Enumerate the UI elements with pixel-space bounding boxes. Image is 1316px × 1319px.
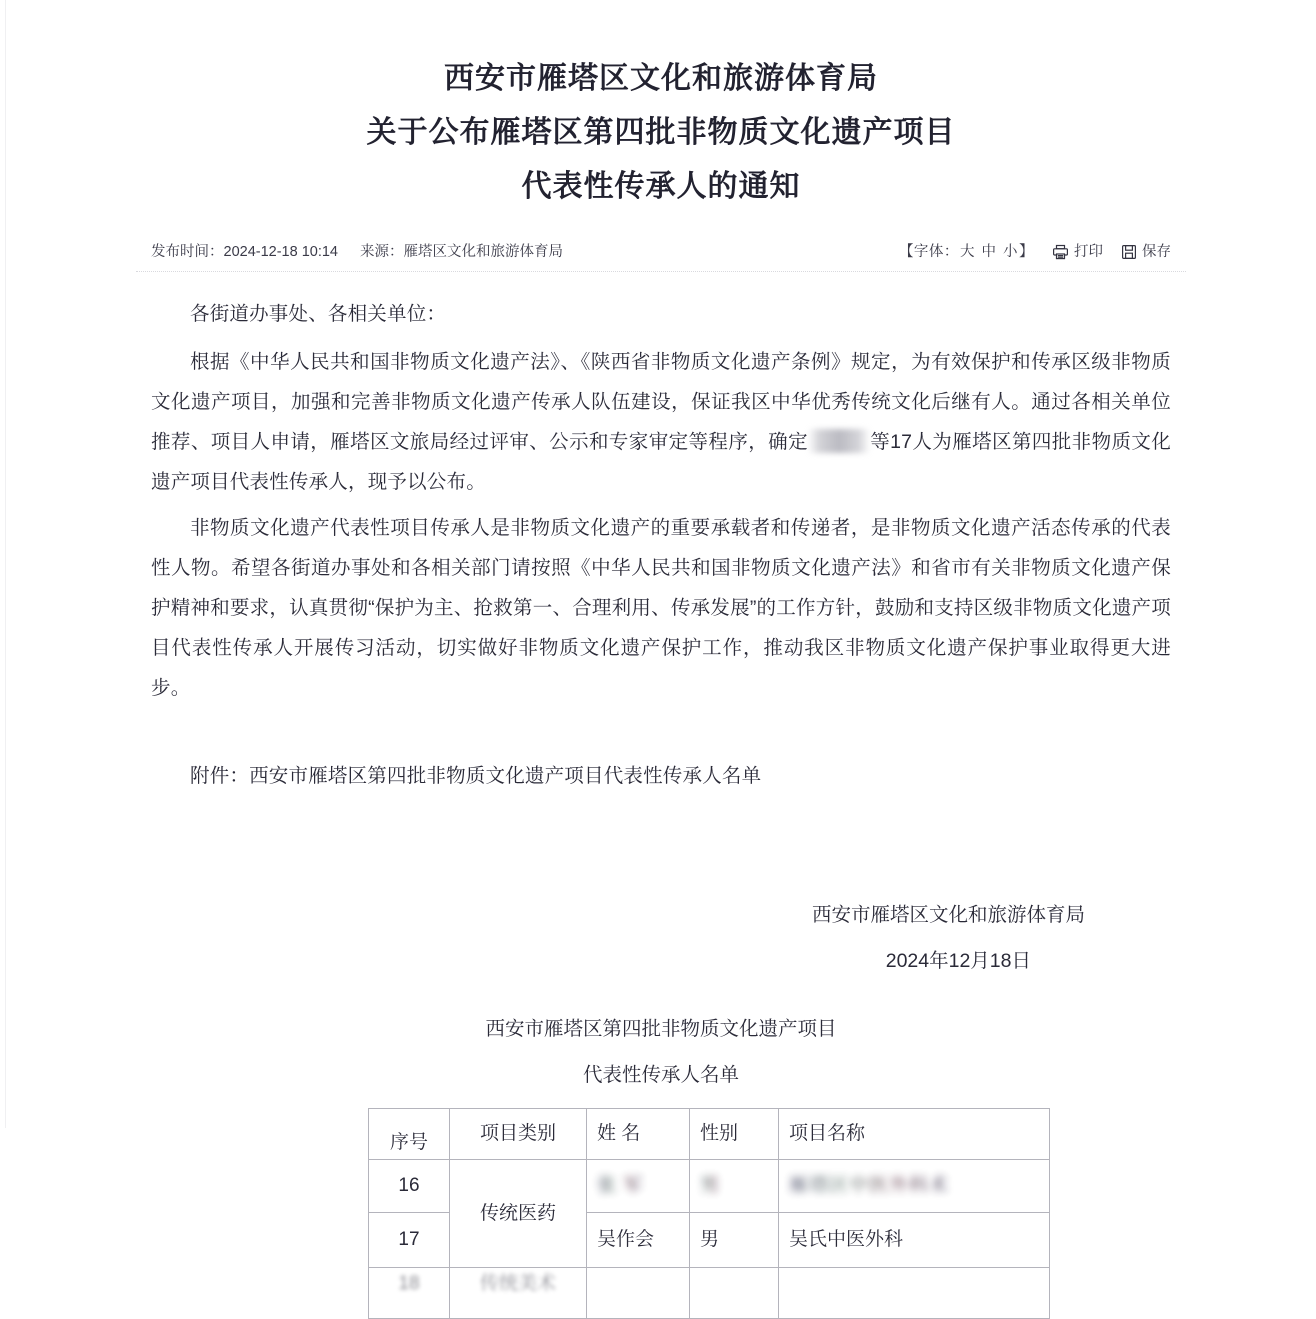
signature-date: 2024年12月18日 — [885, 950, 1031, 972]
redacted-gender-value: 男 — [700, 1172, 720, 1200]
roster-heading — [6, 1006, 1316, 1098]
column-header-name: 姓 名 — [587, 1109, 690, 1160]
cell-category-merged: 传统医药 — [450, 1160, 587, 1268]
column-header-gender: 性别 — [690, 1109, 779, 1160]
title-line-1: 西安市雁塔区文化和旅游体育局 — [444, 62, 878, 95]
cell-project: 吴氏中医外科 — [779, 1213, 1050, 1268]
table-row-cut-off — [369, 1268, 1050, 1319]
printer-icon — [1052, 244, 1069, 260]
redacted-name-value: 张 军 — [597, 1172, 643, 1200]
cell-no: 17 — [369, 1213, 450, 1268]
floppy-disk-icon — [1121, 244, 1137, 260]
salutation: 各街道办事处、各相关单位： — [190, 303, 447, 325]
table-header-row — [369, 1109, 1050, 1160]
print-label: 打印 — [1074, 244, 1103, 260]
cell-project — [779, 1160, 1050, 1213]
paragraph-1-before-redaction: 根据《中华人民共和国非物质文化遗产法》、《陕西省非物质文化遗产条例》规定，为有效保护和传承区级非物质文化遗产项目，加强和完善非物质文化遗产传承人队伍建设，保证我区中华优秀传统文化后继有人。通过各相关单位推荐、项目人申请，雁塔区文旅局经过评审、公示和专家审定等程序，确定 — [151, 351, 1171, 453]
redacted-names — [808, 429, 870, 453]
column-header-project: 项目名称 — [779, 1109, 1050, 1160]
attachment-line: 附件：西安市雁塔区第四批非物质文化遗产项目代表性传承人名单 — [190, 765, 762, 787]
roster-table-holder — [6, 1108, 1316, 1294]
paragraph-2: 非物质文化遗产代表性项目传承人是非物质文化遗产的重要承载者和传递者，是非物质文化遗产活态传承的代表性人物。希望各街道办事处和各相关部门请按照《中华人民共和国非物质文化遗产法》和省市有关非物质文化遗产保护精神和要求，认真贯彻“保护为主、抢救第一、合理利用、传承发展”的工作方针，鼓励和支持区级非物质文化遗产项目代表性传承人开展传习活动，切实做好非物质文化遗产保护工作，推动我区非物质文化遗产保护事业取得更大进步。 — [151, 517, 1171, 699]
cell-gender-cut — [690, 1268, 779, 1319]
cut-gender-value — [700, 1270, 768, 1284]
meta-divider — [136, 271, 1186, 272]
font-size-suffix: 】 — [1019, 244, 1034, 260]
signature-org: 西安市雁塔区文化和旅游体育局 — [811, 904, 1085, 926]
cut-name-value — [597, 1270, 679, 1284]
document-page — [6, 0, 1316, 1294]
paragraph-1-after-redaction: 等17人为雁塔区第四批非物质文化遗产项目代表性传承人，现予以公布。 — [151, 431, 1171, 493]
table-row — [369, 1160, 1050, 1213]
cell-name: 吴作会 — [587, 1213, 690, 1268]
roster-table — [368, 1108, 1050, 1319]
font-size-small[interactable]: 小 — [1003, 244, 1018, 260]
font-size-medium[interactable]: 中 — [981, 244, 997, 260]
publish-time: 发布时间：2024-12-18 10:14 — [151, 244, 338, 260]
font-size-control — [899, 242, 1034, 262]
redacted-project-value: 雁塔区中医外科术 — [789, 1172, 949, 1200]
title-line-2: 关于公布雁塔区第四批非物质文化遗产项目 — [366, 116, 956, 149]
cell-gender: 男 — [690, 1213, 779, 1268]
title-line-3: 代表性传承人的通知 — [521, 170, 801, 203]
save-button[interactable] — [1121, 242, 1171, 262]
cut-no-value: 18 — [398, 1273, 420, 1294]
save-label: 保存 — [1142, 244, 1171, 260]
cell-no-cut — [369, 1268, 450, 1319]
signature-block — [151, 802, 1171, 984]
roster-heading-line-1: 西安市雁塔区第四批非物质文化遗产项目 — [485, 1018, 837, 1040]
column-header-category: 项目类别 — [450, 1109, 587, 1160]
document-meta-bar — [151, 242, 1171, 272]
roster-heading-line-2: 代表性传承人名单 — [582, 1064, 739, 1086]
cell-name — [587, 1160, 690, 1213]
font-size-large[interactable]: 大 — [959, 244, 975, 260]
print-button[interactable] — [1052, 242, 1103, 262]
cut-project-value — [789, 1270, 1039, 1284]
paragraph-1 — [151, 342, 1171, 502]
document-body — [151, 272, 1171, 796]
page-title — [161, 0, 1161, 214]
cell-no: 16 — [369, 1160, 450, 1213]
cell-category-cut — [450, 1268, 587, 1319]
cell-name-cut — [587, 1268, 690, 1319]
column-header-no: 序号 — [369, 1109, 450, 1160]
font-size-prefix: 【字体： — [898, 244, 959, 260]
cell-gender — [690, 1160, 779, 1213]
source-label: 来源：雁塔区文化和旅游体育局 — [360, 244, 563, 260]
cell-project-cut — [779, 1268, 1050, 1319]
cut-category-value: 传统美术 — [479, 1273, 556, 1294]
